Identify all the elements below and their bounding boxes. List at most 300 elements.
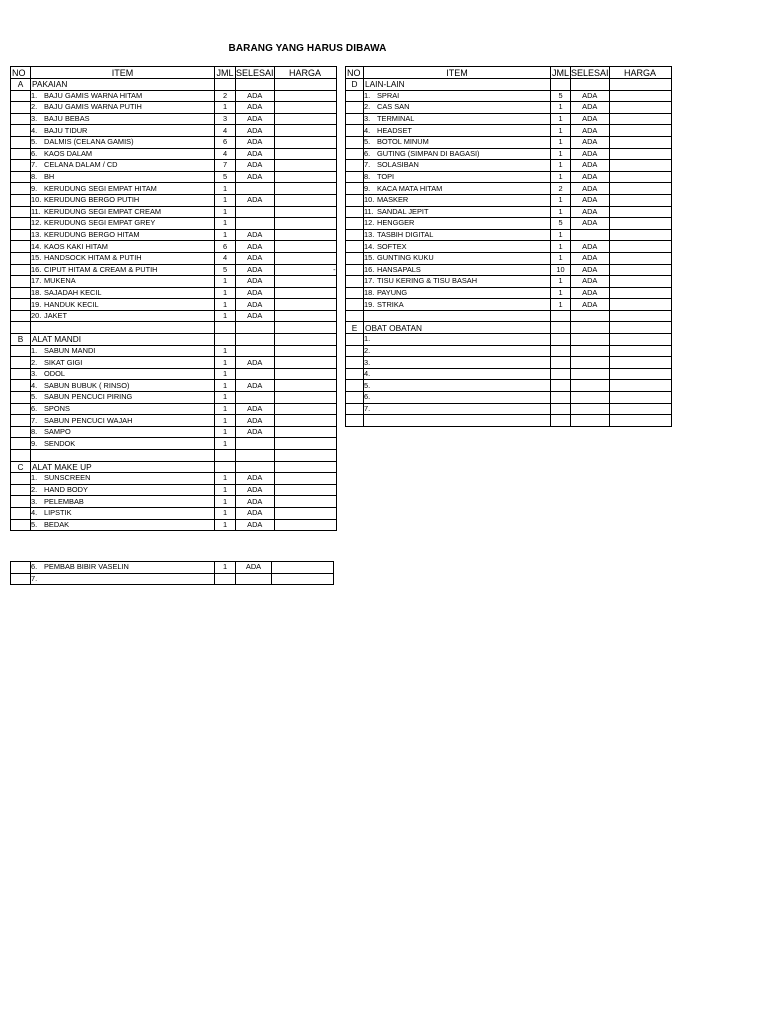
jml-cell: 1 [551, 160, 571, 172]
selesai-cell: ADA [236, 160, 275, 172]
item-number: 14. [31, 241, 42, 251]
empty-cell [236, 461, 275, 473]
harga-cell [274, 252, 336, 264]
item-name: JAKET [44, 311, 67, 321]
blank-row [346, 415, 672, 427]
row-no-cell [346, 380, 364, 392]
selesai-cell [571, 392, 610, 404]
item-cell [31, 438, 215, 450]
jml-cell: 3 [215, 113, 236, 125]
jml-cell [551, 403, 571, 415]
selesai-cell [571, 345, 610, 357]
item-cell [31, 90, 215, 102]
item-cell [31, 507, 215, 519]
selesai-cell: ADA [236, 426, 275, 438]
item-cell [364, 218, 551, 230]
empty-cell [346, 415, 364, 427]
item-cell [31, 136, 215, 148]
harga-cell [272, 562, 334, 574]
table-row [11, 438, 337, 450]
harga-cell [609, 125, 671, 137]
table-row [11, 426, 337, 438]
table-row [11, 345, 337, 357]
jml-cell: 7 [215, 160, 236, 172]
row-no-cell [346, 90, 364, 102]
table-row [11, 380, 337, 392]
row-no-cell [11, 125, 31, 137]
selesai-cell: ADA [236, 171, 275, 183]
item-name: PEMBAB BIBIR VASELIN [44, 562, 129, 572]
item-cell [364, 276, 551, 288]
table-row [346, 403, 672, 415]
table-row [11, 241, 337, 253]
item-number: 8. [31, 427, 38, 437]
row-no-cell [11, 507, 31, 519]
harga-cell [274, 310, 336, 322]
harga-cell [609, 229, 671, 241]
harga-cell [274, 229, 336, 241]
empty-cell [609, 415, 671, 427]
harga-cell [609, 264, 671, 276]
item-name: SABUN PENCUCI PIRING [44, 392, 133, 402]
empty-cell [551, 322, 571, 334]
header-item: ITEM [364, 67, 551, 79]
empty-cell [274, 322, 336, 334]
harga-cell [274, 136, 336, 148]
table-row [11, 136, 337, 148]
empty-cell [236, 79, 275, 91]
item-number: 16. [31, 264, 42, 274]
harga-cell [272, 573, 334, 585]
table-row [11, 519, 337, 531]
empty-cell [236, 450, 275, 462]
table-row [346, 334, 672, 346]
row-no-cell [346, 241, 364, 253]
header-harga: HARGA [274, 67, 336, 79]
table-row [11, 125, 337, 137]
selesai-cell [236, 438, 275, 450]
jml-cell: 1 [215, 519, 236, 531]
selesai-cell [236, 392, 275, 404]
jml-cell [551, 368, 571, 380]
selesai-cell: ADA [571, 252, 610, 264]
selesai-cell: ADA [571, 287, 610, 299]
table-row [11, 357, 337, 369]
harga-cell [274, 148, 336, 160]
table-row [346, 206, 672, 218]
row-no-cell [11, 171, 31, 183]
header-item: ITEM [31, 67, 215, 79]
selesai-cell: ADA [571, 125, 610, 137]
item-number: 5. [31, 392, 38, 402]
harga-cell [609, 160, 671, 172]
row-no-cell [11, 102, 31, 114]
item-cell [364, 392, 551, 404]
harga-cell [274, 218, 336, 230]
item-cell [31, 345, 215, 357]
row-no-cell [11, 562, 31, 574]
table-row [346, 276, 672, 288]
jml-cell: 1 [551, 194, 571, 206]
item-number: 3. [364, 114, 371, 124]
row-no-cell [11, 218, 31, 230]
row-no-cell [346, 252, 364, 264]
item-cell [364, 299, 551, 311]
selesai-cell: ADA [571, 206, 610, 218]
row-no-cell [346, 136, 364, 148]
header-row [11, 67, 337, 79]
item-cell [31, 357, 215, 369]
item-name: PELEMBAB [44, 496, 84, 506]
item-number: 3. [31, 369, 38, 379]
item-number: 1. [364, 90, 371, 100]
item-number: 6. [31, 148, 38, 158]
jml-cell: 6 [215, 241, 236, 253]
row-no-cell [11, 519, 31, 531]
item-cell [31, 206, 215, 218]
section-header-row [11, 79, 337, 91]
item-number: 3. [31, 114, 38, 124]
item-cell [31, 310, 215, 322]
item-cell [31, 183, 215, 195]
row-no-cell [11, 264, 31, 276]
item-number: 6. [364, 392, 371, 402]
jml-cell: 1 [551, 113, 571, 125]
table-row [11, 264, 337, 276]
header-jml: JML [216, 67, 234, 78]
jml-cell: 1 [551, 241, 571, 253]
item-name: BAJU TIDUR [44, 125, 88, 135]
item-cell [364, 90, 551, 102]
header-jml: JML [551, 67, 569, 78]
selesai-cell: ADA [236, 310, 275, 322]
jml-cell: 1 [215, 426, 236, 438]
item-name: KAOS DALAM [44, 148, 93, 158]
harga-cell [274, 438, 336, 450]
item-name: HEADSET [377, 125, 412, 135]
item-cell [364, 171, 551, 183]
empty-cell [215, 334, 236, 346]
jml-cell: 4 [215, 125, 236, 137]
selesai-cell: ADA [236, 241, 275, 253]
item-number: 13. [364, 230, 375, 240]
row-no-cell [11, 90, 31, 102]
jml-cell: 1 [215, 102, 236, 114]
harga-cell [609, 276, 671, 288]
jml-cell: 1 [215, 276, 236, 288]
item-name: SABUN MANDI [44, 345, 96, 355]
harga-cell [609, 206, 671, 218]
item-name: GUNTING KUKU [377, 253, 434, 263]
selesai-cell [236, 206, 275, 218]
row-no-cell [11, 426, 31, 438]
item-number: 7. [31, 573, 38, 583]
section-name: LAIN-LAIN [364, 79, 551, 91]
empty-cell [609, 322, 671, 334]
row-no-cell [11, 160, 31, 172]
empty-cell [551, 79, 571, 91]
jml-cell [551, 392, 571, 404]
harga-cell [609, 392, 671, 404]
jml-cell: 1 [215, 438, 236, 450]
item-number: 4. [364, 369, 371, 379]
row-no-cell [11, 473, 31, 485]
table-row [11, 392, 337, 404]
item-name: BAJU GAMIS WARNA PUTIH [44, 102, 142, 112]
empty-cell [274, 334, 336, 346]
selesai-cell: ADA [236, 264, 275, 276]
item-cell [364, 148, 551, 160]
item-cell [364, 345, 551, 357]
item-cell [364, 252, 551, 264]
item-number: 17. [31, 276, 42, 286]
item-cell [31, 264, 215, 276]
table-row [346, 380, 672, 392]
jml-cell: 1 [551, 229, 571, 241]
item-name: HENGGER [377, 218, 415, 228]
jml-cell: 1 [215, 473, 236, 485]
jml-cell: 1 [215, 403, 236, 415]
section-header-row [11, 461, 337, 473]
item-cell [364, 194, 551, 206]
item-number: 3. [31, 496, 38, 506]
jml-cell: 5 [215, 264, 236, 276]
table-row [11, 90, 337, 102]
table-row [346, 252, 672, 264]
table-row [11, 276, 337, 288]
item-number: 7. [31, 160, 38, 170]
jml-cell: 1 [551, 276, 571, 288]
item-number: 1. [31, 473, 38, 483]
table-row [346, 264, 672, 276]
jml-cell: 4 [215, 252, 236, 264]
item-name: BAJU GAMIS WARNA HITAM [44, 90, 143, 100]
item-number: 1. [31, 345, 38, 355]
item-number: 9. [364, 183, 371, 193]
empty-cell [236, 322, 275, 334]
row-no-cell [11, 368, 31, 380]
item-name: KERUDUNG SEGI EMPAT HITAM [44, 183, 157, 193]
harga-cell [274, 519, 336, 531]
harga-cell [274, 160, 336, 172]
item-name: ODOL [44, 369, 65, 379]
item-name: KERUDUNG BERGO PUTIH [44, 195, 140, 205]
harga-cell [609, 136, 671, 148]
item-name: SAJADAH KECIL [44, 287, 102, 297]
row-no-cell [11, 276, 31, 288]
item-number: 3. [364, 357, 371, 367]
item-cell [31, 380, 215, 392]
harga-cell [274, 368, 336, 380]
harga-cell [274, 206, 336, 218]
item-name: SPRAI [377, 90, 400, 100]
selesai-cell: ADA [571, 148, 610, 160]
row-no-cell [11, 206, 31, 218]
selesai-cell [571, 368, 610, 380]
selesai-cell [571, 334, 610, 346]
item-cell [31, 519, 215, 531]
selesai-cell: ADA [236, 415, 275, 427]
table-row [346, 218, 672, 230]
selesai-cell: ADA [236, 229, 275, 241]
selesai-cell [236, 218, 275, 230]
harga-cell [274, 380, 336, 392]
item-cell [31, 160, 215, 172]
selesai-cell: ADA [571, 171, 610, 183]
selesai-cell: ADA [571, 113, 610, 125]
table-row [11, 148, 337, 160]
empty-cell [551, 415, 571, 427]
item-number: 15. [31, 253, 42, 263]
table-row [11, 496, 337, 508]
harga-cell [609, 171, 671, 183]
row-no-cell [346, 206, 364, 218]
jml-cell: 4 [215, 148, 236, 160]
selesai-cell: ADA [571, 264, 610, 276]
item-cell [31, 368, 215, 380]
selesai-cell: ADA [571, 183, 610, 195]
selesai-cell [236, 183, 275, 195]
jml-cell [551, 357, 571, 369]
item-name: CAS SAN [377, 102, 410, 112]
selesai-cell: ADA [236, 102, 275, 114]
selesai-cell: ADA [236, 276, 275, 288]
item-name: SUNSCREEN [44, 473, 91, 483]
selesai-cell [236, 368, 275, 380]
jml-cell: 1 [551, 252, 571, 264]
row-no-cell [346, 276, 364, 288]
harga-cell [609, 403, 671, 415]
item-cell [31, 473, 215, 485]
item-name: PAYUNG [377, 287, 408, 297]
jml-cell: 1 [215, 507, 236, 519]
section-code: A [11, 79, 31, 91]
selesai-cell: ADA [571, 218, 610, 230]
jml-cell [551, 334, 571, 346]
row-no-cell [11, 229, 31, 241]
section-name: PAKAIAN [31, 79, 215, 91]
item-name: MASKER [377, 195, 409, 205]
empty-cell [571, 415, 610, 427]
harga-cell [274, 90, 336, 102]
item-number: 20. [31, 311, 42, 321]
item-cell [31, 299, 215, 311]
item-cell [31, 573, 215, 585]
row-no-cell [11, 252, 31, 264]
item-cell [31, 562, 215, 574]
harga-cell [274, 426, 336, 438]
item-name: HANSAPALS [377, 264, 421, 274]
row-no-cell [346, 125, 364, 137]
empty-cell [609, 79, 671, 91]
harga-cell [609, 345, 671, 357]
jml-cell: 1 [215, 206, 236, 218]
item-name: TOPI [377, 172, 395, 182]
selesai-cell: ADA [571, 102, 610, 114]
row-no-cell [346, 102, 364, 114]
item-number: 4. [364, 125, 371, 135]
item-name: SOFTEX [377, 241, 407, 251]
item-name: DALMIS (CELANA GAMIS) [44, 137, 134, 147]
table-row [11, 102, 337, 114]
item-cell [364, 125, 551, 137]
page-title: BARANG YANG HARUS DIBAWA [228, 43, 387, 54]
harga-cell [274, 125, 336, 137]
table-row [346, 125, 672, 137]
row-no-cell [346, 368, 364, 380]
harga-cell [274, 241, 336, 253]
item-name: KACA MATA HITAM [377, 183, 443, 193]
item-number: 14. [364, 241, 375, 251]
row-no-cell [11, 484, 31, 496]
item-number: 16. [364, 264, 375, 274]
item-number: 7. [364, 403, 371, 413]
row-no-cell [346, 148, 364, 160]
item-cell [364, 264, 551, 276]
checklist-table-right [345, 66, 672, 427]
empty-cell [215, 79, 236, 91]
item-name: TERMINAL [377, 114, 415, 124]
row-no-cell [11, 241, 31, 253]
item-number: 2. [31, 102, 38, 112]
item-name: STRIKA [377, 299, 404, 309]
row-no-cell [11, 148, 31, 160]
harga-cell [274, 357, 336, 369]
table-row [346, 160, 672, 172]
harga-cell [274, 113, 336, 125]
table-row [346, 299, 672, 311]
table-row [346, 148, 672, 160]
harga-cell [274, 287, 336, 299]
row-no-cell [11, 136, 31, 148]
checklist-table-left [10, 66, 337, 531]
harga-cell: - [274, 264, 336, 276]
selesai-cell: ADA [236, 403, 275, 415]
row-no-cell [346, 113, 364, 125]
selesai-cell [571, 229, 610, 241]
selesai-cell: ADA [236, 148, 275, 160]
jml-cell: 1 [215, 229, 236, 241]
blank-row [346, 310, 672, 322]
item-cell [364, 241, 551, 253]
item-cell [31, 241, 215, 253]
jml-cell [551, 345, 571, 357]
item-cell [31, 415, 215, 427]
section-header-row [11, 334, 337, 346]
jml-cell: 1 [215, 310, 236, 322]
item-name: TISU KERING & TISU BASAH [377, 276, 478, 286]
selesai-cell: ADA [236, 484, 275, 496]
row-no-cell [346, 194, 364, 206]
jml-cell: 1 [551, 102, 571, 114]
jml-cell [215, 573, 236, 585]
table-row [346, 345, 672, 357]
selesai-cell [571, 357, 610, 369]
section-name: ALAT MANDI [31, 334, 215, 346]
row-no-cell [346, 287, 364, 299]
item-name: LIPSTIK [44, 508, 72, 518]
empty-cell [215, 450, 236, 462]
jml-cell: 1 [215, 496, 236, 508]
row-no-cell [11, 310, 31, 322]
item-cell [31, 287, 215, 299]
jml-cell: 1 [551, 299, 571, 311]
jml-cell: 2 [215, 90, 236, 102]
item-number: 12. [364, 218, 375, 228]
table-row [11, 218, 337, 230]
table-row [11, 252, 337, 264]
jml-cell: 1 [551, 206, 571, 218]
